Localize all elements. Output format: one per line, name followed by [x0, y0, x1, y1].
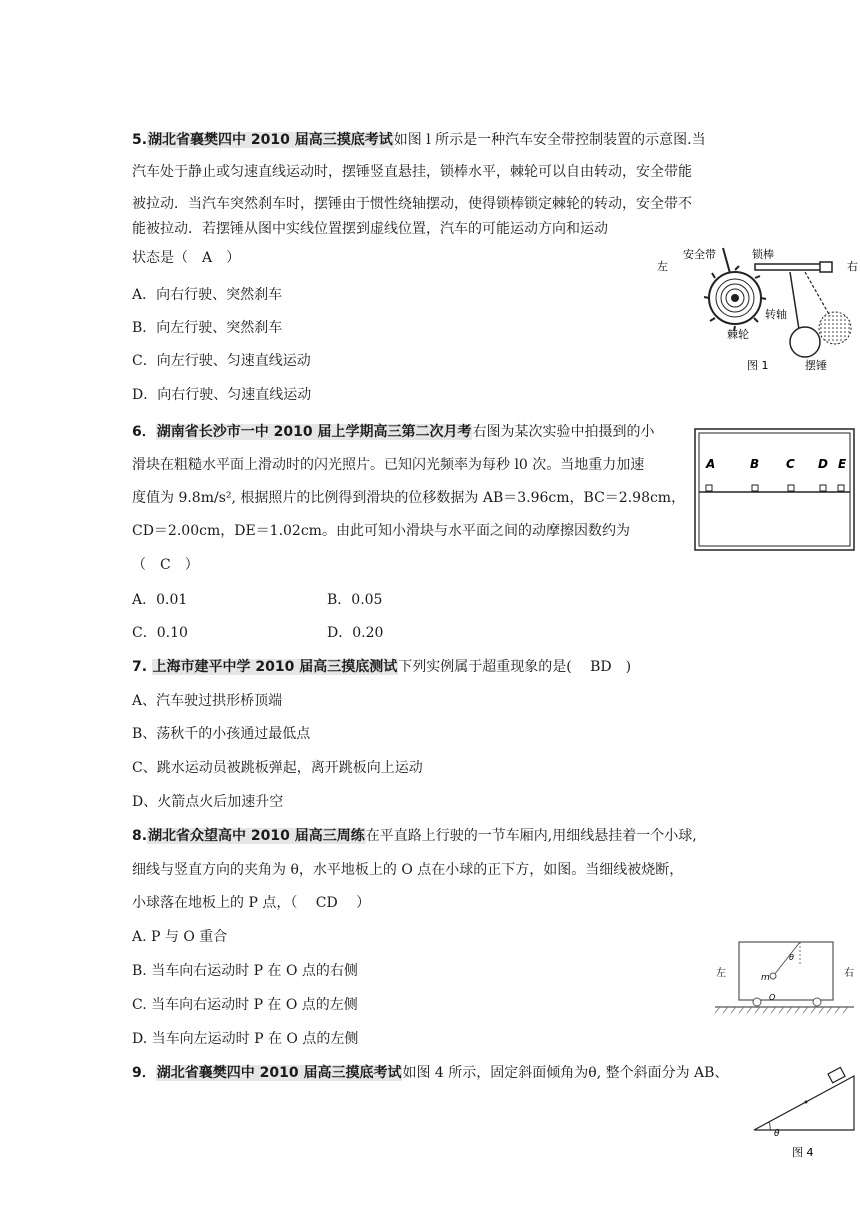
fig1-axis-label: 转轴: [765, 308, 787, 321]
car-body: [739, 942, 833, 1000]
fig1-left-label: 左: [657, 260, 668, 273]
q8-source: 湖北省众望高中 2010 届高三周练: [148, 828, 365, 844]
q5-line-2: 汽车处于静止或匀速直线运动时，摆锤竖直悬挂，锁棒水平，棘轮可以自由转动，安全带能: [132, 164, 692, 180]
q8-option-b: B. 当车向右运动时 P 在 O 点的右侧: [132, 963, 358, 979]
point-d-label: D: [818, 457, 828, 471]
slider-b: [752, 485, 758, 491]
q8-line-3: 小球落在地板上的 P 点，（ CD ）: [132, 895, 371, 911]
photo-frame: [695, 429, 854, 550]
fig1-lockbar-label: 锁棒: [752, 248, 774, 261]
q6-option-b: B．0.05: [327, 592, 383, 608]
q7-option-d: D、火箭点火后加速升空: [132, 794, 284, 810]
lock-bar: [755, 264, 827, 270]
fig1-belt-label: 安全带: [683, 248, 716, 261]
ground-hatching: [715, 1007, 848, 1013]
ratchet-wheel: [704, 266, 766, 331]
q7-number: 7.: [132, 659, 148, 675]
car-right-label: 右: [844, 968, 854, 979]
q5-line-1: [132, 130, 706, 150]
q5-source: 湖北省襄樊四中 2010 届高三摸底考试: [148, 132, 393, 148]
slider-e: [838, 485, 844, 491]
q7-option-c: C、跳水运动员被跳板弹起，离开跳板向上运动: [132, 760, 423, 776]
slider-d: [820, 485, 826, 491]
q6-line-2: 滑块在粗糙水平面上滑动时的闪光照片。已知闪光频率为每秒 l0 次。当地重力加速: [132, 457, 645, 473]
incline-triangle: [754, 1076, 854, 1130]
q5-line-4: 能被拉动．若摆锤从图中实线位置摆到虚线位置，汽车的可能运动方向和运动: [132, 221, 608, 237]
q7-source: 上海市建平中学 2010 届高三摸底测试: [152, 659, 398, 675]
q7-line-1: [132, 657, 631, 677]
q7-option-a: A、汽车驶过拱形桥顶端: [132, 693, 283, 709]
q7-option-b: B、荡秋千的小孩通过最低点: [132, 726, 311, 742]
q6-line-5: （ C ）: [132, 557, 199, 573]
q9-text-1: 如图 4 所示，固定斜面倾角为θ, 整个斜面分为 AB、: [402, 1065, 729, 1081]
incline-angle-label: θ: [774, 1129, 780, 1139]
slider-c: [788, 485, 794, 491]
q8-option-d: D. 当车向左运动时 P 在 O 点的左侧: [132, 1031, 359, 1047]
q5-text-1: 如图 l 所示是一种汽车安全带控制装置的示意图.当: [393, 132, 706, 148]
fig4-caption: 图 4: [792, 1146, 814, 1159]
q6-line-4: CD＝2.00cm，DE＝1.02cm。由此可知小滑块与水平面之间的动摩擦因数约为: [132, 523, 630, 539]
q8-option-c: C. 当车向右运动时 P 在 O 点的左侧: [132, 997, 358, 1013]
q5-option-b: B．向左行驶、突然刹车: [132, 320, 283, 336]
q6-option-a: A．0.01: [132, 592, 188, 608]
fig1-right-label: 右: [847, 260, 858, 273]
pendulum-bob-dashed: [819, 312, 851, 344]
q5-line-5: 状态是（ A ）: [132, 250, 241, 266]
q9-number: 9．: [132, 1065, 156, 1081]
wheel-left: [753, 998, 761, 1006]
point-b-label: B: [750, 457, 760, 471]
incline-marker-point: [805, 1101, 808, 1104]
point-a-label: A: [706, 457, 716, 471]
q5-option-a: A．向右行驶、突然刹车: [132, 287, 283, 303]
q6-text-1: 右图为某次实验中拍摄到的小: [472, 424, 655, 440]
ball: [770, 973, 776, 979]
incline-figure: [748, 1064, 858, 1162]
pendulum-rod: [790, 272, 800, 336]
q6-number: 6．: [132, 424, 156, 440]
fig1-caption: 图 1: [747, 359, 769, 372]
q5-line-3: 被拉动．当汽车突然刹车时，摆锤由于惯性绕轴摆动，使得锁棒锁定棘轮的转动，安全带不: [132, 196, 692, 212]
seatbelt-figure: [655, 238, 860, 380]
q9-line-1: [132, 1063, 728, 1083]
q8-text-1: 在平直路上行驶的一节车厢内,用细线悬挂着一个小球,: [365, 828, 697, 844]
q6-line-3: 度值为 9.8m/s², 根据照片的比例得到滑块的位移数据为 AB＝3.96cm，BC＝2.98cm，: [132, 490, 686, 506]
fig1-pendulum-label: 摆锤: [805, 359, 827, 372]
block-on-incline: [828, 1067, 845, 1082]
q5-option-d: D．向右行驶、匀速直线运动: [132, 387, 312, 403]
angle-label: θ: [789, 953, 794, 962]
q9-source: 湖北省襄樊四中 2010 届高三摸底考试: [156, 1065, 402, 1081]
car-left-label: 左: [716, 968, 726, 979]
q8-option-a: A. P 与 O 重合: [132, 929, 228, 945]
pendulum-rod-dashed: [805, 272, 830, 316]
slider-a: [706, 485, 712, 491]
lock-bar-pivot: [820, 262, 832, 272]
point-o-label: O: [769, 993, 776, 1002]
point-c-label: C: [786, 457, 795, 471]
point-e-label: E: [838, 457, 847, 471]
pendulum-bob: [790, 327, 820, 357]
q6-option-d: D．0.20: [327, 625, 384, 641]
mass-label: m: [761, 973, 770, 983]
q6-option-c: C．0.10: [132, 625, 188, 641]
train-car-figure: [712, 936, 857, 1022]
angle-arc: [769, 1122, 770, 1130]
flash-photo-figure: [694, 428, 856, 552]
q7-stem: 下列实例属于超重现象的是( BD ): [398, 659, 632, 675]
fig1-ratchet-label: 棘轮: [727, 328, 749, 341]
q8-line-2: 细线与竖直方向的夹角为 θ，水平地板上的 O 点在小球的正下方，如图。当细线被烧断，: [132, 862, 684, 878]
q8-line-1: [132, 826, 697, 846]
q8-number: 8.: [132, 828, 148, 844]
q5-option-c: C．向左行驶、匀速直线运动: [132, 353, 311, 369]
q6-line-1: [132, 422, 654, 442]
q5-number: 5.: [132, 132, 148, 148]
q6-source: 湖南省长沙市一中 2010 届上学期高三第二次月考: [156, 424, 472, 440]
wheel-right: [813, 998, 821, 1006]
